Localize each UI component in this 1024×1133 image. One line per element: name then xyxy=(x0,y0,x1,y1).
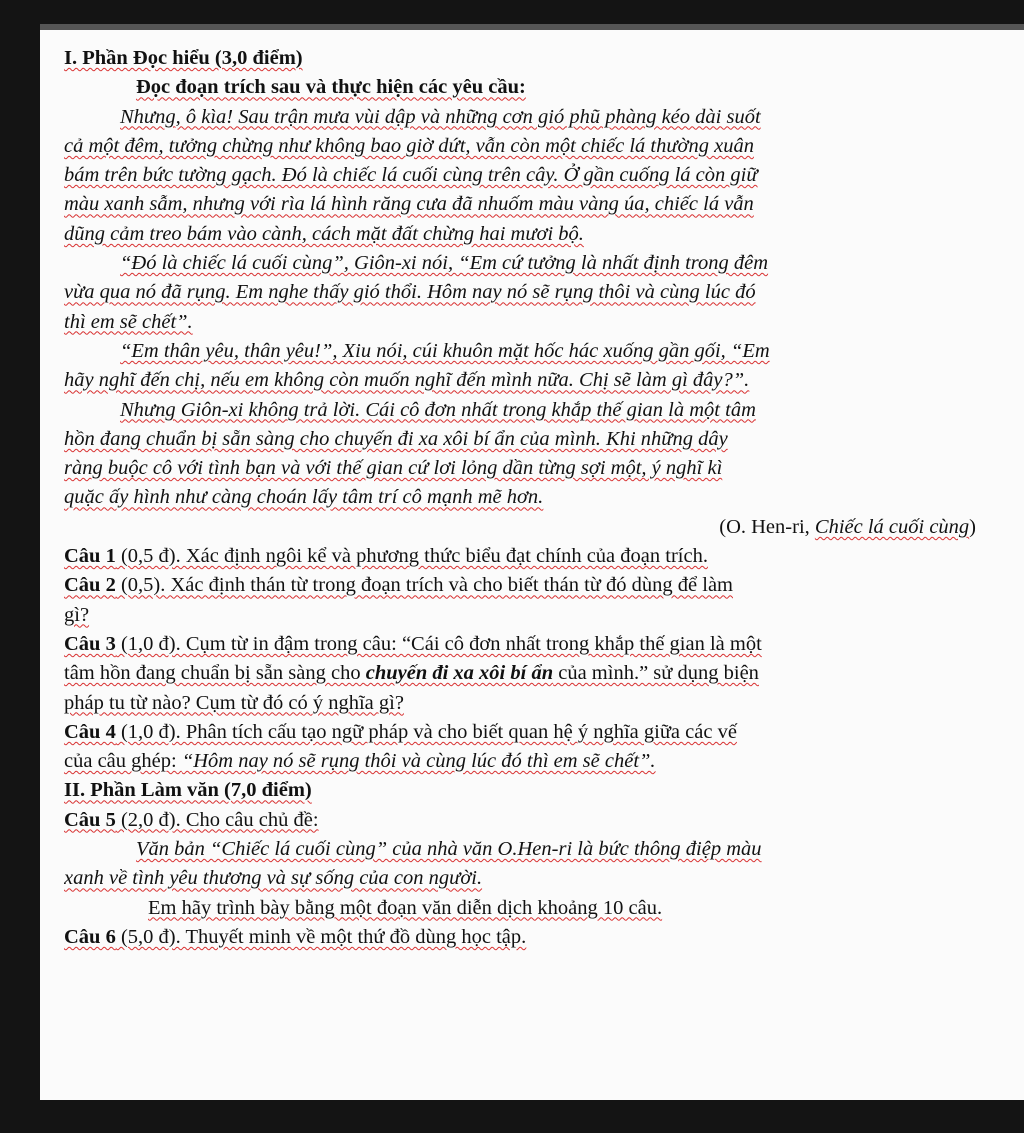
writing-section-heading: II. Phần Làm văn (7,0 điểm) xyxy=(64,779,312,802)
question-label: Câu 5 xyxy=(64,808,116,831)
reading-section-heading: I. Phần Đọc hiểu (3,0 điểm) xyxy=(64,47,303,69)
passage-line: dũng cảm treo bám vào cành, cách mặt đất chừng hai mươi bộ. xyxy=(64,222,584,245)
question-text: (0,5). Xác định thán từ trong đoạn trích và cho biết thán từ đó dùng để làm xyxy=(115,574,733,597)
passage-line: thì em sẽ chết”. xyxy=(64,310,193,333)
passage-line: màu xanh sẫm, nhưng với rìa lá hình răng cưa đã nhuốm màu vàng úa, chiếc lá vẫn xyxy=(64,193,754,216)
question-1 xyxy=(64,542,976,571)
topic-sentence-line: Văn bản “Chiếc lá cuối cùng” của nhà văn O.Hen-ri là bức thông điệp màu xyxy=(136,838,762,861)
bottom-dark-border xyxy=(0,1100,1024,1133)
topic-sentence-line: xanh về tình yêu thương và sự sống của con người. xyxy=(64,867,483,890)
question-2 xyxy=(64,571,976,600)
question-3-line-3: pháp tu từ nào? Cụm từ đó có ý nghĩa gì? xyxy=(64,691,404,714)
question-text: (2,0 đ). Cho câu chủ đề: xyxy=(115,808,319,831)
question-3 xyxy=(64,630,976,659)
passage-line: Nhưng, ô kìa! Sau trận mưa vùi dập và những cơn gió phũ phàng kéo dài suốt xyxy=(120,105,761,128)
bold-phrase: chuyến đi xa xôi bí ẩn xyxy=(365,662,554,685)
document-content xyxy=(64,44,976,952)
passage-line: “Đó là chiếc lá cuối cùng”, Giôn-xi nói, “Em cứ tưởng là nhất định trong đêm xyxy=(120,252,769,275)
reading-instruction: Đọc đoạn trích sau và thực hiện các yêu cầu: xyxy=(136,76,526,99)
source-title: Chiếc lá cuối cùng xyxy=(814,515,970,538)
question-label: Câu 3 xyxy=(64,632,116,655)
question-3-line-2 xyxy=(64,659,976,688)
passage-source xyxy=(64,513,976,542)
passage-line: quặc ấy hình như càng choán lấy tâm trí cô mạnh mẽ hơn. xyxy=(64,486,544,509)
question-6 xyxy=(64,923,976,952)
question-text: (0,5 đ). Xác định ngôi kể và phương thức biểu đạt chính của đoạn trích. xyxy=(115,545,708,568)
passage-line: “Em thân yêu, thân yêu!”, Xiu nói, cúi khuôn mặt hốc hác xuống gần gối, “Em xyxy=(120,339,770,362)
passage-line: hồn đang chuẩn bị sẵn sàng cho chuyến đi xa xôi bí ẩn của mình. Khi những dây xyxy=(64,427,728,450)
question-4-line-2 xyxy=(64,747,976,776)
question-text: của câu ghép: xyxy=(64,750,182,773)
question-label: Câu 4 xyxy=(64,720,116,743)
question-5 xyxy=(64,806,976,835)
source-suffix: ) xyxy=(969,515,976,538)
passage-line: ràng buộc cô với tình bạn và với thế gian cứ lơi lỏng dần từng sợi một, ý nghĩ kì xyxy=(64,457,723,480)
passage xyxy=(64,103,976,513)
question-text: của mình.” sử dụng biện xyxy=(553,662,759,685)
passage-line: bám trên bức tường gạch. Đó là chiếc lá cuối cùng trên cây. Ở gần cuống lá còn giữ xyxy=(64,164,758,187)
question-2-continuation: gì? xyxy=(64,603,90,626)
question-5-task: Em hãy trình bày bằng một đoạn văn diễn dịch khoảng 10 câu. xyxy=(148,896,663,919)
source-prefix: (O. Hen-ri, xyxy=(719,515,815,538)
passage-line: hãy nghĩ đến chị, nếu em không còn muốn nghĩ đến mình nữa. Chị sẽ làm gì đây?”. xyxy=(64,369,750,392)
question-text: (1,0 đ). Phân tích cấu tạo ngữ pháp và cho biết quan hệ ý nghĩa giữa các vế xyxy=(115,720,737,743)
question-label: Câu 2 xyxy=(64,574,116,597)
question-text: (1,0 đ). Cụm từ in đậm trong câu: “Cái cô đơn nhất trong khắp thế gian là một xyxy=(115,632,762,655)
question-text: (5,0 đ). Thuyết minh về một thứ đồ dùng học tập. xyxy=(115,925,527,948)
question-text: tâm hồn đang chuẩn bị sẵn sàng cho xyxy=(64,662,366,685)
question-4 xyxy=(64,718,976,747)
document-page xyxy=(40,30,1024,1100)
passage-line: vừa qua nó đã rụng. Em nghe thấy gió thổi. Hôm nay nó sẽ rụng thôi và cùng lúc đó xyxy=(64,281,756,304)
question-label: Câu 6 xyxy=(64,925,116,948)
passage-line: cả một đêm, tưởng chừng như không bao giờ dứt, vẫn còn một chiếc lá thường xuân xyxy=(64,134,754,157)
passage-line: Nhưng Giôn-xi không trả lời. Cái cô đơn nhất trong khắp thế gian là một tâm xyxy=(120,398,756,421)
compound-sentence-quote: “Hôm nay nó sẽ rụng thôi và cùng lúc đó thì em sẽ chết”. xyxy=(181,750,656,773)
question-label: Câu 1 xyxy=(64,545,116,568)
